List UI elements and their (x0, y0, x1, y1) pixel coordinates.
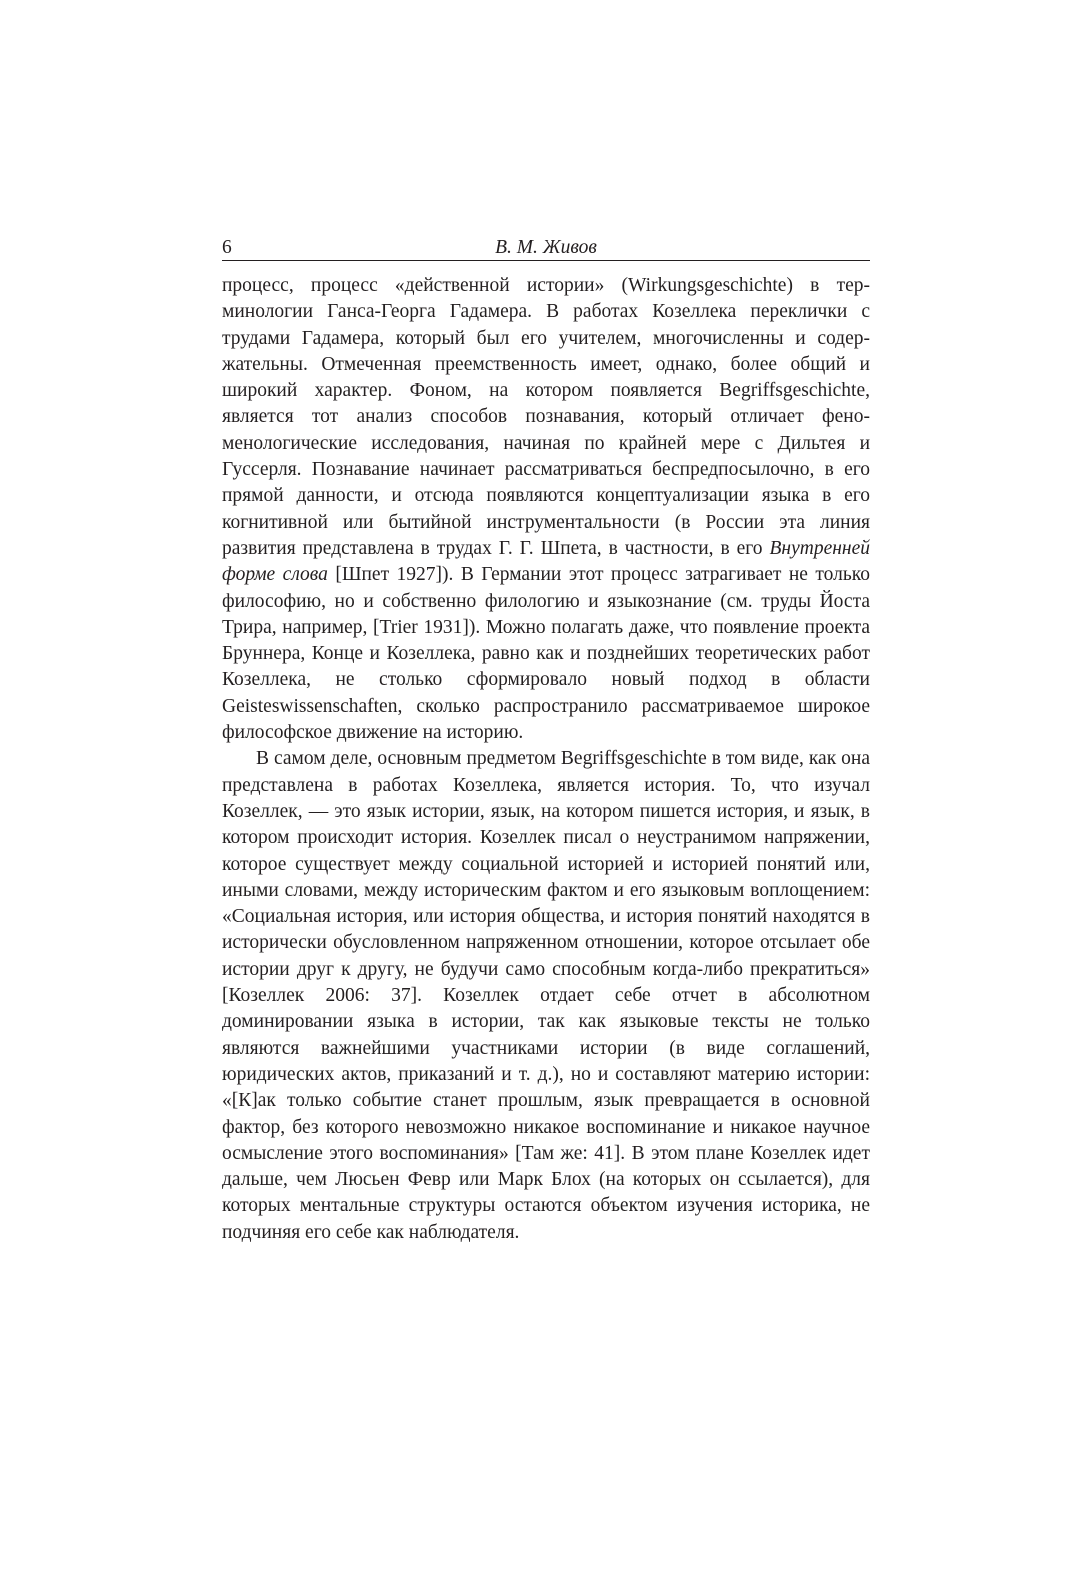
paragraph-1 (222, 273, 870, 746)
book-page (222, 236, 870, 1246)
book-title-italic: Внутренней форме слова (222, 537, 870, 586)
body-text (222, 273, 870, 1246)
paragraph-2: В самом деле, основным предметом Begriffsgeschichte в том виде, как она представлена в работах Козеллека, является история. То, что изучал Козеллек, — это язык истории, язык, на котором пишется история, и язык, в котором происходит история. Козеллек писал о неустранимом напряжении, которое существует между социальной историей и историей понятий или, иными словами, между историческим фактом и его языковым воплощением: «Социальная история, или история общества, и история понятий находятся в исторически обусловленном напряженном отношении, которое отсылает обе истории друг к другу, не будучи само способным когда-либо прекратиться» [Козеллек 2006: 37]. Козеллек отдает себе отчет в абсолютном доминировании языка в истории, так как языковые тексты не только являются важнейшими участниками истории (в виде соглашений, юридических актов, приказаний и т. д.), но и составляют материю истории: «[К]ак только событие станет прошлым, язык превращается в основной фактор, без которого невозможно никакое воспоминание и никакое научное осмысление этого воспоминания» [Там же: 41]. В этом плане Козеллек идет дальше, чем Люсьен Февр или Марк Блох (на которых он ссылается), для которых ментальные структуры остаются объектом изучения историка, не подчиняя его себе как наблюдателя. (222, 748, 870, 1243)
page-number: 6 (222, 237, 232, 258)
paragraph-1-part-2: [Шпет 1927]). В Германии этот процесс затрагивает не только философию, но и собственно филологию и языкознание (см. труды Йоста Трира, например, [Trier 1931]). Можно полагать даже, что появление проекта Бруннера, Конце и Козеллека, равно как и позднейших теоретических работ Козеллека, не столько сформировало новый подход в области Geisteswissenschaften, сколько распространило рассматриваемое широкое философское движение на историю. (222, 564, 870, 744)
paragraph-1-part-1: процесс, процесс «действенной истории» (Wirkungsgeschichte) в терминологии Ганса-Георга Гадамера. В работах Козеллека переклички с трудами Гадамера, который был его учителем, многочисленны и содержательны. Отмеченная преемственность имеет, однако, более общий и широкий характер. Фоном, на котором появляется Begriffsgeschichte, является тот анализ способов познавания, который отличает феноменологические исследования, начиная по крайней мере с Дильтея и Гуссерля. Познавание начинает рассматриваться беспредпосылочно, в его прямой данности, и отсюда появляются концептуализации языка в его когнитивной или бытийной инструментальности (в России эта линия развития представлена в трудах Г. Г. Шпета, в частности, в его (222, 275, 870, 559)
running-head (222, 236, 870, 261)
running-title: В. М. Живов (495, 237, 597, 258)
